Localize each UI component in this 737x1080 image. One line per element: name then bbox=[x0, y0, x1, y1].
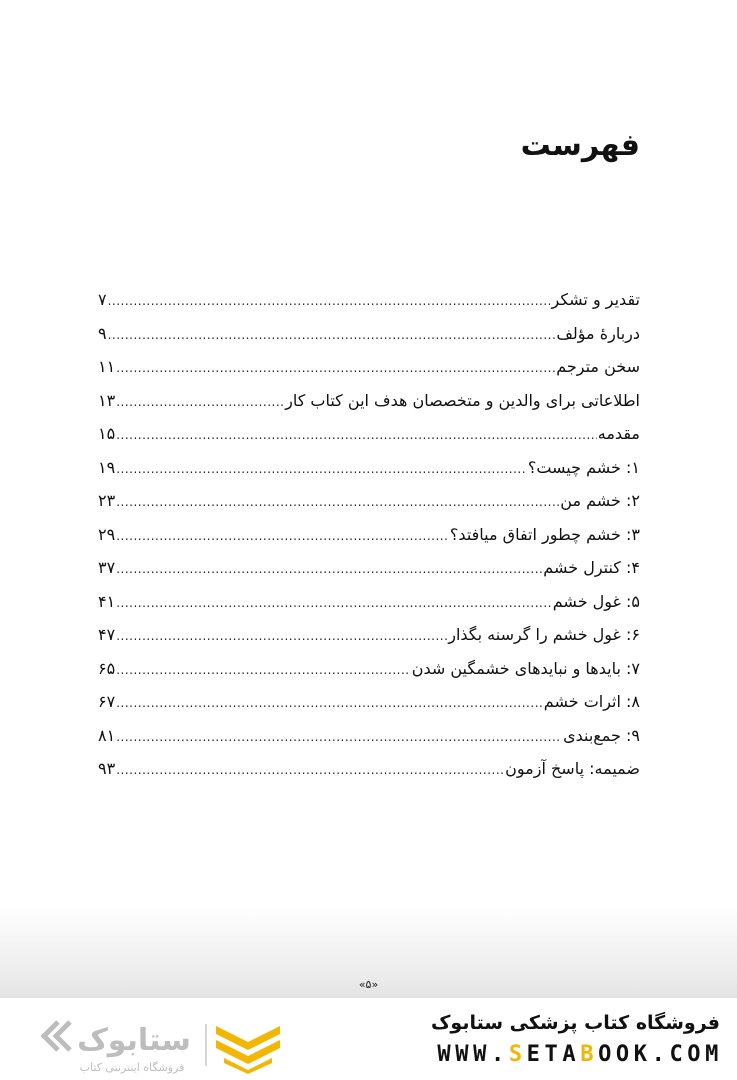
toc-entry[interactable] bbox=[98, 518, 640, 552]
toc-entry-page: ۴۱ bbox=[98, 591, 116, 611]
page-number: «۵» bbox=[358, 978, 379, 991]
chevron-arrows-icon bbox=[44, 1022, 70, 1050]
toc-entry[interactable] bbox=[98, 317, 640, 351]
toc-entry-title: دربارهٔ مؤلف bbox=[556, 323, 640, 343]
toc-dot-leader bbox=[108, 319, 556, 353]
toc-dot-leader bbox=[116, 453, 527, 487]
toc-entry-page: ۶۵ bbox=[98, 658, 116, 678]
toc-entry-page: ۶۷ bbox=[98, 692, 116, 711]
toc-dot-leader bbox=[116, 754, 504, 788]
toc-entry-page: ۲۳ bbox=[98, 491, 116, 510]
toc-entry-page: ۱۹ bbox=[98, 457, 116, 477]
toc-dot-leader bbox=[116, 687, 543, 721]
toc-entry-page: ۹ bbox=[98, 323, 107, 343]
toc-entry-page: ۹۳ bbox=[98, 759, 116, 778]
toc-entry[interactable] bbox=[98, 652, 640, 686]
store-title: فروشگاه کتاب پزشکی ستابوک bbox=[430, 1012, 720, 1034]
toc-entry[interactable] bbox=[98, 451, 640, 485]
toc-dot-leader bbox=[116, 654, 411, 688]
toc-entry-title: ۷: بایدها و نبایدهای خشمگین شدن bbox=[411, 658, 640, 678]
toc-dot-leader bbox=[116, 486, 559, 520]
toc-entry-title: ضمیمه: پاسخ آزمون bbox=[505, 759, 640, 778]
toc-entry-page: ۷ bbox=[98, 290, 107, 309]
toc-entry-title: ۱: خشم چیست؟ bbox=[527, 457, 640, 477]
toc-dot-leader bbox=[116, 721, 562, 755]
toc-entry-page: ۱۳ bbox=[98, 390, 116, 410]
toc-entry[interactable] bbox=[98, 484, 640, 518]
toc-dot-leader bbox=[116, 352, 555, 386]
toc-dot-leader bbox=[116, 553, 542, 587]
toc-entry-title: تقدیر و تشکر bbox=[551, 290, 640, 309]
store-banner bbox=[0, 998, 737, 1080]
url-accent-letter: B bbox=[580, 1042, 599, 1067]
toc-dot-leader bbox=[108, 285, 551, 319]
toc-dot-leader bbox=[116, 587, 552, 621]
table-of-contents bbox=[98, 283, 640, 786]
store-url[interactable] bbox=[437, 1042, 723, 1067]
toc-dot-leader bbox=[116, 419, 597, 453]
toc-entry-page: ۳۷ bbox=[98, 558, 116, 577]
toc-dot-leader bbox=[116, 386, 284, 420]
toc-entry-page: ۲۹ bbox=[98, 524, 116, 544]
url-accent-letter: S bbox=[508, 1042, 527, 1067]
toc-entry-title: ۲: خشم من bbox=[560, 491, 640, 510]
toc-entry-title: ۵: غول خشم bbox=[552, 591, 640, 611]
toc-entry[interactable] bbox=[98, 719, 640, 753]
toc-dot-leader bbox=[116, 620, 447, 654]
toc-entry[interactable] bbox=[98, 685, 640, 719]
toc-entry[interactable] bbox=[98, 417, 640, 451]
toc-entry-title: اطلاعاتی برای والدین و متخصصان هدف این کتاب کار bbox=[285, 390, 640, 410]
toc-entry-title: ۴: کنترل خشم bbox=[543, 558, 640, 577]
toc-entry[interactable] bbox=[98, 618, 640, 652]
toc-entry-title: ۶: غول خشم را گرسنه بگذار bbox=[448, 625, 640, 644]
toc-entry[interactable] bbox=[98, 283, 640, 317]
toc-entry-title: ۸: اثرات خشم bbox=[543, 692, 640, 711]
toc-entry-page: ۱۱ bbox=[98, 357, 116, 376]
url-text: WWW. bbox=[437, 1042, 509, 1067]
stacked-chevron-icon bbox=[216, 1026, 280, 1074]
toc-entry[interactable] bbox=[98, 384, 640, 418]
store-logo bbox=[36, 1016, 286, 1074]
toc-entry-title: ۳: خشم چطور اتفاق میافتد؟ bbox=[449, 524, 640, 544]
toc-entry-page: ۱۵ bbox=[98, 424, 116, 443]
toc-entry[interactable] bbox=[98, 585, 640, 619]
toc-entry-title: مقدمه bbox=[597, 424, 640, 443]
toc-entry[interactable] bbox=[98, 551, 640, 585]
toc-entry-page: ۸۱ bbox=[98, 725, 116, 745]
toc-entry[interactable] bbox=[98, 350, 640, 384]
toc-dot-leader bbox=[116, 520, 449, 554]
toc-entry-page: ۴۷ bbox=[98, 625, 116, 644]
toc-entry[interactable] bbox=[98, 752, 640, 786]
logo-wordmark: ستابوک bbox=[77, 1023, 191, 1058]
page-title: فهرست bbox=[520, 128, 640, 163]
toc-entry-title: سخن مترجم bbox=[556, 357, 640, 376]
url-text: OOK.COM bbox=[598, 1042, 723, 1067]
toc-entry-title: ۹: جمع‌بندی bbox=[563, 725, 640, 745]
url-text: ETA bbox=[526, 1042, 581, 1067]
logo-tagline: فروشگاه اینترنتی کتاب bbox=[79, 1061, 185, 1074]
